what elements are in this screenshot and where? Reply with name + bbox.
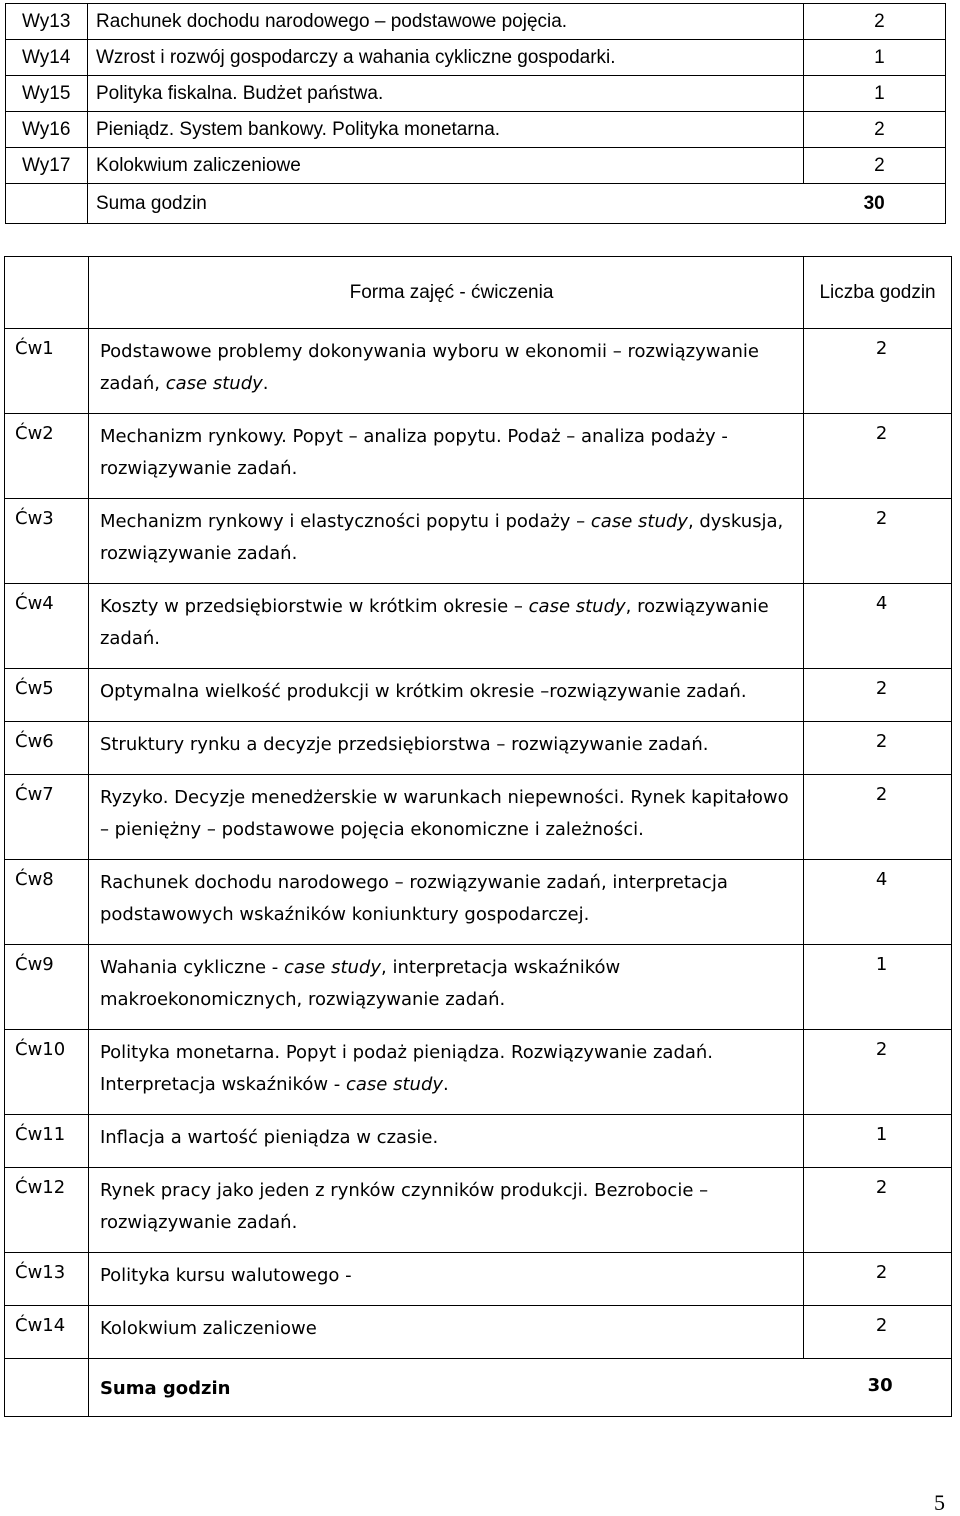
- table-row: [5, 860, 952, 945]
- exercise-code: Ćw4: [5, 584, 89, 669]
- lecture-hours: 2: [804, 148, 946, 184]
- exercise-topic: [88, 1253, 803, 1306]
- exercise-code: Ćw5: [5, 669, 89, 722]
- exercise-topic: [88, 945, 803, 1030]
- table-row: [5, 584, 952, 669]
- lecture-code: Wy15: [6, 76, 88, 112]
- exercise-topic: [88, 584, 803, 669]
- exercise-code: Ćw10: [5, 1030, 89, 1115]
- topic-text-after: .: [443, 1074, 449, 1095]
- topic-text-after: , rozwiązywanie zadań.: [99, 596, 769, 649]
- sum-empty-cell: [6, 184, 88, 224]
- exercise-code: Ćw14: [5, 1306, 89, 1359]
- lecture-topic: Rachunek dochodu narodowego – podstawowe pojęcia.: [87, 4, 803, 40]
- exercise-code: Ćw6: [5, 722, 89, 775]
- table-row: [6, 148, 946, 184]
- exercise-code: Ćw7: [5, 775, 89, 860]
- exercise-hours: 2: [804, 1253, 952, 1306]
- exercise-code: Ćw9: [5, 945, 89, 1030]
- lecture-hours: 1: [804, 76, 946, 112]
- table-row: [5, 1030, 952, 1115]
- exercise-code: Ćw12: [5, 1168, 89, 1253]
- topic-text: Mechanizm rynkowy i elastyczności popytu i podaży –: [99, 511, 591, 532]
- exercise-code: Ćw3: [5, 499, 89, 584]
- exercise-code: Ćw2: [5, 414, 89, 499]
- topic-text: Polityka kursu walutowego -: [99, 1265, 352, 1286]
- exercise-hours: 2: [804, 1306, 952, 1359]
- lecture-code: Wy13: [6, 4, 88, 40]
- topic-text: Ryzyko. Decyzje menedżerskie w warunkach niepewności. Rynek kapitałowo – pieniężny – podstawowe pojęcia ekonomiczne i zależności.: [99, 787, 789, 840]
- exercise-topic: [88, 499, 803, 584]
- sum-value: 30: [804, 1359, 952, 1417]
- header-code-cell: [5, 257, 89, 329]
- lecture-hours: 2: [804, 112, 946, 148]
- exercise-topic: [88, 1115, 803, 1168]
- topic-text: Rynek pracy jako jeden z rynków czynników produkcji. Bezrobocie – rozwiązywanie zadań.: [99, 1180, 709, 1233]
- topic-text: Inflacja a wartość pieniądza w czasie.: [99, 1127, 439, 1148]
- exercise-code: Ćw8: [5, 860, 89, 945]
- exercise-hours: 2: [804, 329, 952, 414]
- table-row: [5, 775, 952, 860]
- exercise-hours: 4: [804, 584, 952, 669]
- sum-value: 30: [804, 184, 946, 224]
- topic-text: Koszty w przedsiębiorstwie w krótkim okresie –: [99, 596, 529, 617]
- lecture-code: Wy17: [6, 148, 88, 184]
- lecture-topic: Wzrost i rozwój gospodarczy a wahania cykliczne gospodarki.: [87, 40, 803, 76]
- table-row: [5, 945, 952, 1030]
- table-row: [5, 1253, 952, 1306]
- table-row: [5, 329, 952, 414]
- table-row: [6, 112, 946, 148]
- exercise-code: Ćw13: [5, 1253, 89, 1306]
- table-row: [5, 499, 952, 584]
- sum-empty-cell: [5, 1359, 89, 1417]
- table-row: [5, 1306, 952, 1359]
- exercise-hours: 2: [804, 775, 952, 860]
- exercise-hours: 2: [804, 1030, 952, 1115]
- topic-text-after: , interpretacja wskaźników makroekonomicznych, rozwiązywanie zadań.: [99, 957, 621, 1010]
- exercise-topic: [88, 1168, 803, 1253]
- exercise-topic: [88, 414, 803, 499]
- topic-text: Mechanizm rynkowy. Popyt – analiza popytu. Podaż – analiza podaży - rozwiązywanie zadań.: [99, 426, 728, 479]
- table-row: [6, 4, 946, 40]
- exercise-topic: [88, 860, 803, 945]
- exercise-hours: 2: [804, 499, 952, 584]
- lecture-topic: Kolokwium zaliczeniowe: [87, 148, 803, 184]
- table-row: [5, 1168, 952, 1253]
- exercise-topic: [88, 775, 803, 860]
- sum-row: [5, 1359, 952, 1417]
- topic-text-after: .: [262, 373, 269, 394]
- exercise-topic: [88, 722, 803, 775]
- exercises-table: [4, 256, 952, 1417]
- topic-italic: case study: [590, 511, 688, 532]
- exercise-topic: [88, 1306, 803, 1359]
- exercise-hours: 2: [804, 669, 952, 722]
- topic-text: Podstawowe problemy dokonywania wyboru w ekonomii – rozwiązywanie zadań,: [99, 341, 759, 394]
- table-row: [6, 40, 946, 76]
- sum-label: Suma godzin: [88, 1359, 803, 1417]
- lecture-topic: Pieniądz. System bankowy. Polityka monetarna.: [87, 112, 803, 148]
- topic-text: Wahania cykliczne -: [99, 957, 284, 978]
- exercise-topic: [88, 1030, 803, 1115]
- lectures-table: [5, 3, 946, 224]
- exercise-topic: [88, 329, 803, 414]
- topic-italic: case study: [528, 596, 626, 617]
- lecture-hours: 1: [804, 40, 946, 76]
- exercise-hours: 2: [804, 722, 952, 775]
- topic-text: Optymalna wielkość produkcji w krótkim okresie –rozwiązywanie zadań.: [99, 681, 747, 702]
- exercise-hours: 1: [804, 1115, 952, 1168]
- lecture-topic: Polityka fiskalna. Budżet państwa.: [87, 76, 803, 112]
- topic-text: Polityka monetarna. Popyt i podaż pieniądza. Rozwiązywanie zadań. Interpretacja wskaźników -: [99, 1042, 714, 1095]
- exercise-hours: 4: [804, 860, 952, 945]
- exercise-code: Ćw1: [5, 329, 89, 414]
- table-header-row: [5, 257, 952, 329]
- lecture-code: Wy14: [6, 40, 88, 76]
- topic-italic: case study: [346, 1074, 444, 1095]
- sum-row: [6, 184, 946, 224]
- lecture-code: Wy16: [6, 112, 88, 148]
- header-hours: Liczba godzin: [804, 257, 952, 329]
- table-row: [5, 1115, 952, 1168]
- topic-italic: case study: [165, 373, 263, 394]
- header-topic: Forma zajęć - ćwiczenia: [88, 257, 803, 329]
- table-row: [5, 414, 952, 499]
- topic-text: Rachunek dochodu narodowego – rozwiązywanie zadań, interpretacja podstawowych wskaźników koniunktury gospodarczej.: [99, 872, 728, 925]
- sum-label: Suma godzin: [87, 184, 803, 224]
- exercise-code: Ćw11: [5, 1115, 89, 1168]
- exercise-hours: 2: [804, 1168, 952, 1253]
- topic-text: Struktury rynku a decyzje przedsiębiorstwa – rozwiązywanie zadań.: [99, 734, 709, 755]
- table-row: [5, 669, 952, 722]
- topic-text-after: , dyskusja, rozwiązywanie zadań.: [99, 511, 784, 564]
- topic-italic: case study: [283, 957, 382, 978]
- topic-text: Kolokwium zaliczeniowe: [99, 1318, 317, 1339]
- page-number: 5: [934, 1490, 945, 1515]
- exercise-topic: [88, 669, 803, 722]
- exercise-hours: 2: [804, 414, 952, 499]
- exercise-hours: 1: [804, 945, 952, 1030]
- lecture-hours: 2: [804, 4, 946, 40]
- table-row: [6, 76, 946, 112]
- table-row: [5, 722, 952, 775]
